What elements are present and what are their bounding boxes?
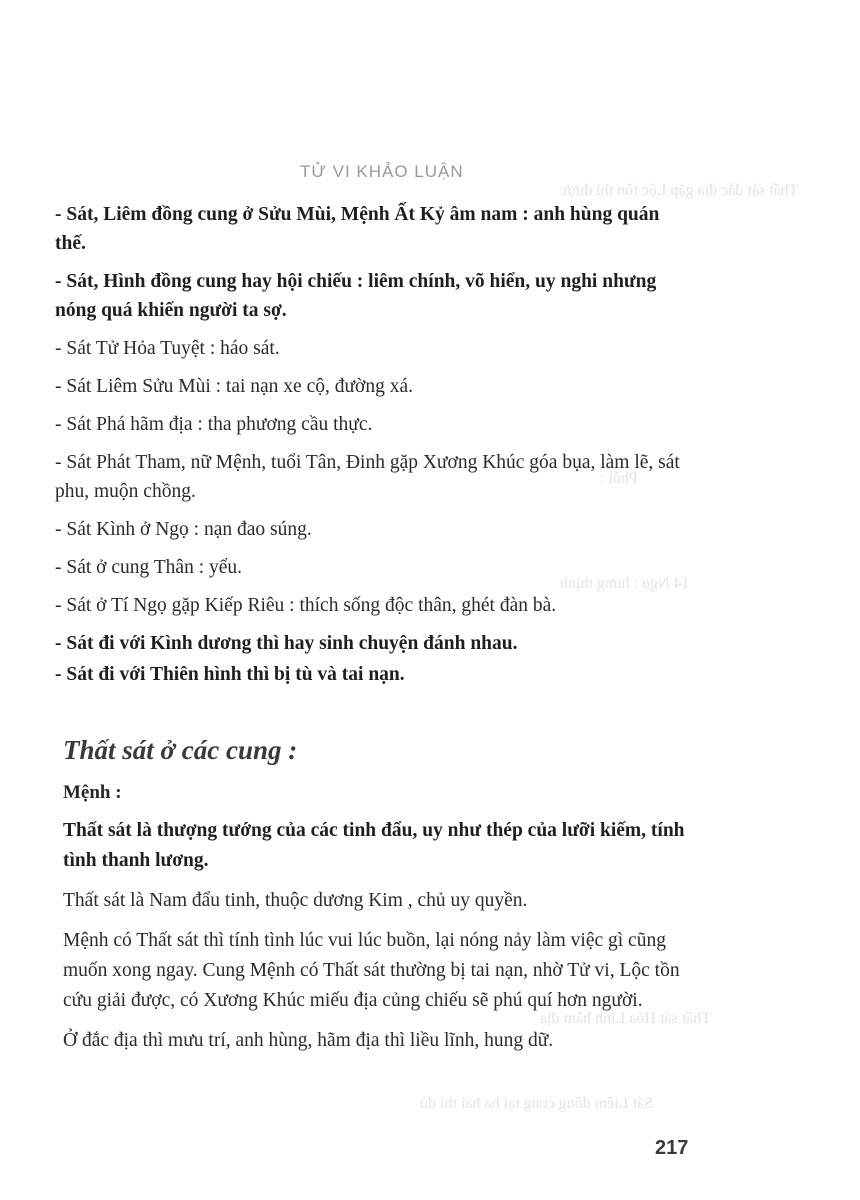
bleed-through-text: Thất sát đắc địa gặp Lộc tồn thì được — [560, 182, 799, 199]
paragraph: Thất sát là Nam đẩu tinh, thuộc dương Kim , chủ uy quyền. — [63, 890, 528, 911]
bleed-through-text: Sát Liêm đồng cung tại ba hai thì đủ — [420, 1095, 653, 1112]
bullet-item: - Sát đi với Thiên hình thì bị tù và tai nạn. — [55, 664, 405, 685]
paragraph: Thất sát là thượng tướng của các tinh đẩu, uy như thép của lưỡi kiếm, tính tình thanh lương. — [63, 820, 685, 871]
section-heading: Thất sát ở các cung : — [63, 735, 298, 765]
bullet-item: - Sát Kình ở Ngọ : nạn đao súng. — [55, 519, 312, 540]
paragraph: Mệnh có Thất sát thì tính tình lúc vui lúc buồn, lại nóng nảy làm việc gì cũng muốn xong ngay. Cung Mệnh có Thất sát thường bị tai nạn, nhờ Tử vi, Lộc tồn cứu giải được, có Xương Khúc miếu địa củng chiếu sẽ phú quí hơn người. — [63, 930, 680, 1011]
bleed-through-text: 14 Ngọ : hưng thịnh — [560, 575, 690, 592]
running-head: TỬ VI KHẢO LUẬN — [300, 162, 464, 181]
page-number: 217 — [655, 1137, 689, 1159]
bullet-item: - Sát Phá hãm địa : tha phương cầu thực. — [55, 414, 373, 435]
page-content — [55, 200, 685, 1066]
bullet-item: - Sát ở Tí Ngọ gặp Kiếp Riêu : thích sống độc thân, ghét đàn bà. — [55, 595, 557, 616]
bleed-through-text: Thất sát Hỏa Linh hãm địa — [540, 1010, 712, 1027]
bullet-item: - Sát, Hình đồng cung hay hội chiếu : liêm chính, võ hiển, uy nghi nhưng nóng quá khiến người ta sợ. — [55, 271, 657, 321]
bullet-item: - Sát Phát Tham, nữ Mệnh, tuổi Tân, Đinh gặp Xương Khúc góa bụa, làm lẽ, sát phu, muộn chồng. — [55, 452, 680, 502]
bullet-item: - Sát Liêm Sửu Mùi : tai nạn xe cộ, đường xá. — [55, 376, 414, 397]
bullet-item: - Sát Tử Hỏa Tuyệt : háo sát. — [55, 338, 280, 359]
paragraph: Ở đắc địa thì mưu trí, anh hùng, hãm địa thì liều lĩnh, hung dữ. — [63, 1030, 554, 1051]
bullet-item: - Sát, Liêm đồng cung ở Sửu Mùi, Mệnh Ất Kỷ âm nam : anh hùng quán thế. — [55, 204, 660, 254]
sub-heading: Mệnh : — [63, 782, 122, 803]
bleed-through-text: Phối : — [600, 470, 638, 487]
bullet-item: - Sát ở cung Thân : yểu. — [55, 557, 243, 578]
bullet-item: - Sát đi với Kình dương thì hay sinh chuyện đánh nhau. — [55, 633, 518, 654]
